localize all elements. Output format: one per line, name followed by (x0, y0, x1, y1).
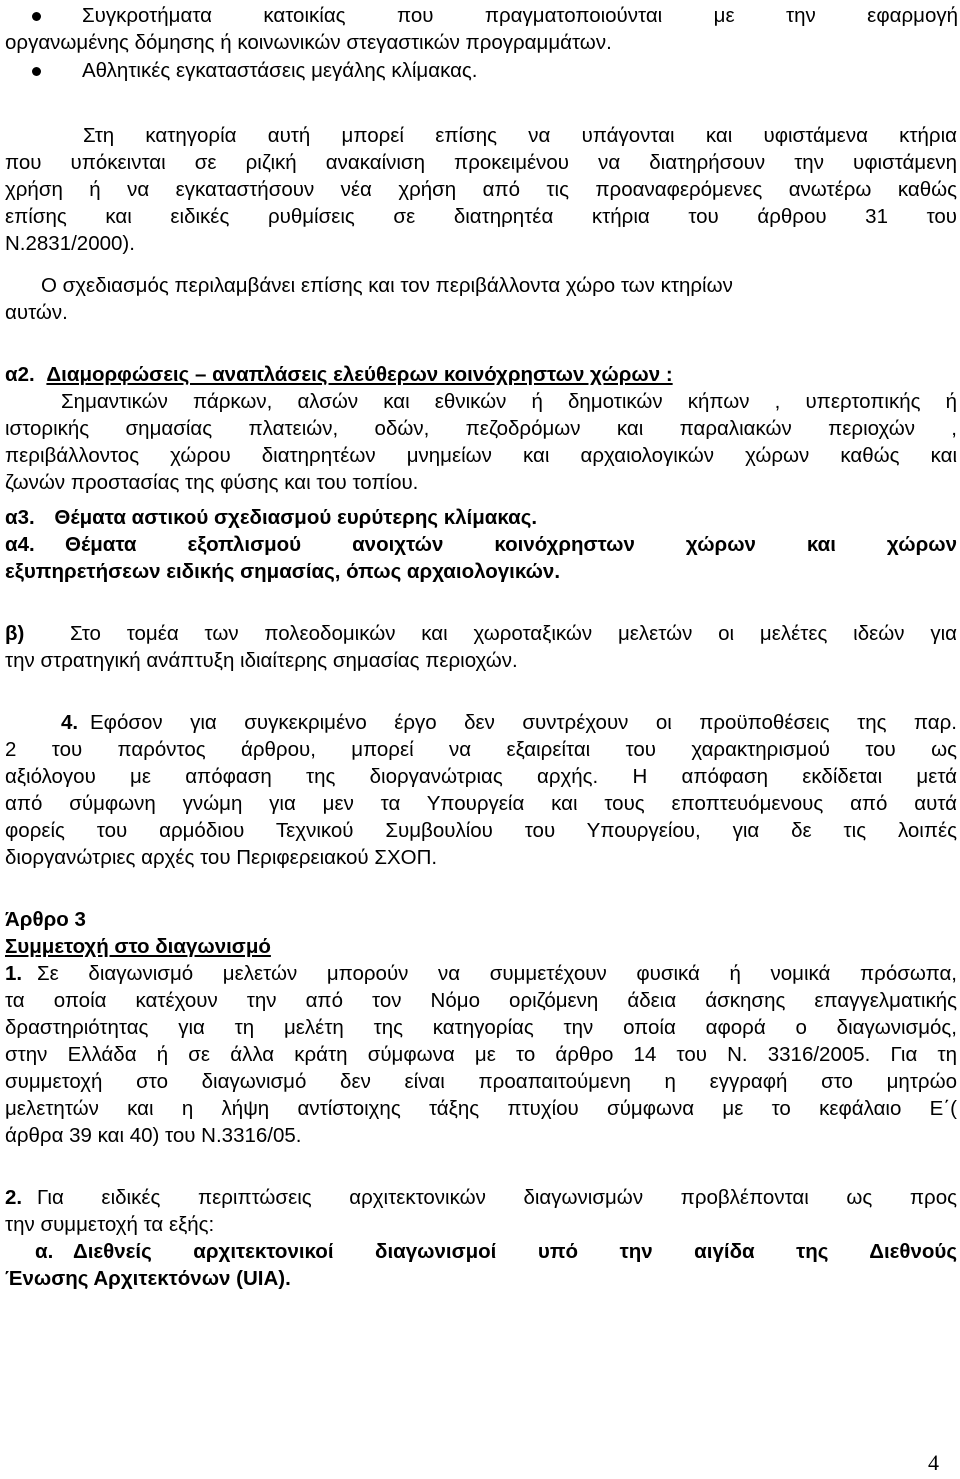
bullet-1-line-2: οργανωμένης δόμησης ή κοινωνικών στεγαστικών προγραμμάτων. (5, 31, 612, 54)
category-paragraph-line: που υπόκεινται σε ριζική ανακαίνιση προκειμένου να διατηρήσουν την υφιστάμενη (5, 151, 957, 174)
section-1-line: στην Ελλάδα ή σε άλλα κράτη σύμφωνα με το άρθρο 14 του Ν. 3316/2005. Για τη (5, 1043, 957, 1066)
article-number: Άρθρο 3 (5, 908, 86, 931)
design-paragraph-line: Ο σχεδιασμός περιλαμβάνει επίσης και τον περιβάλλοντα χώρο των κτηρίων (41, 274, 733, 297)
section-a2-heading (5, 361, 957, 388)
section-1-line: δραστηριότητας για τη μελέτη της κατηγορίας την οποία αφορά ο διαγωνισμός, (5, 1016, 957, 1039)
category-paragraph-line: επίσης και ειδικές ρυθμίσεις σε διατηρητέα κτήρια του άρθρου 31 του (5, 205, 957, 228)
category-paragraph-line: Ν.2831/2000). (5, 232, 135, 255)
section-2-label: 2. (5, 1186, 23, 1209)
paragraph-4-line: διοργανώτριες αρχές του Περιφερειακού ΣΧΟΠ. (5, 846, 438, 869)
section-a3-title: Θέματα αστικού σχεδιασμού ευρύτερης κλίμακας. (54, 506, 538, 529)
design-paragraph-line: αυτών. (5, 301, 68, 324)
category-paragraph-line: χρήση ή να εγκαταστήσουν νέα χρήση από τις προαναφερόμενες ανωτέρω καθώς (5, 178, 957, 201)
section-alpha-line-1: Διεθνείς αρχιτεκτονικοί διαγωνισμοί υπό την αιγίδα της Διεθνούς (73, 1240, 957, 1263)
article-title: Συμμετοχή στο διαγωνισμό (5, 935, 271, 958)
section-a2-line: Σημαντικών πάρκων, αλσών και εθνικών ή δημοτικών κήπων , υπερτοπικής ή (61, 390, 957, 413)
section-a4-line-1: Θέματα εξοπλισμού ανοιχτών κοινόχρηστων χώρων και χώρων (65, 533, 957, 556)
paragraph-4-line: αξιόλογου με απόφαση της διοργανώτριας αρχής. Η απόφαση εκδίδεται μετά (5, 765, 957, 788)
section-1-line: συμμετοχή στο διαγωνισμό δεν είναι προαπαιτούμενη η εγγραφή στο μητρώο (5, 1070, 957, 1093)
page-number: 4 (928, 1450, 939, 1475)
bullet-1-line-1: Συγκροτήματα κατοικίας που πραγματοποιούνται με την εφαρμογή (82, 4, 958, 27)
paragraph-4-line: 2 του παρόντος άρθρου, μπορεί να εξαιρείται του χαρακτηρισμού του ως (5, 738, 957, 761)
section-a2-line: περιβάλλοντος χώρου διατηρητέων μνημείων και αρχαιολογικών χώρων καθώς και (5, 444, 957, 467)
paragraph-4-line: από σύμφωνη γνώμη για μεν τα Υπουργεία και τους εποπτευόμενους από αυτά (5, 792, 957, 815)
bullet-icon (32, 12, 41, 21)
section-a4-label: α4. (5, 533, 35, 556)
section-a4-line-2: εξυπηρετήσεων ειδικής σημασίας, όπως αρχαιολογικών. (5, 560, 561, 583)
paragraph-4-line-1: Εφόσον για συγκεκριμένο έργο δεν συντρέχουν οι προϋποθέσεις της παρ. (90, 711, 957, 734)
section-a2-label: α2. (5, 363, 35, 386)
section-b-line-1: Στο τομέα των πολεοδομικών και χωροταξικών μελετών οι μελέτες ιδεών για (70, 622, 957, 645)
section-a3-label: α3. (5, 506, 35, 529)
section-a3-heading (5, 504, 957, 531)
section-1-label: 1. (5, 962, 23, 985)
section-1-line: άρθρα 39 και 40) του Ν.3316/05. (5, 1124, 302, 1147)
paragraph-4-label: 4. (61, 711, 79, 734)
bullet-icon (32, 67, 41, 76)
category-paragraph-line: Στη κατηγορία αυτή μπορεί επίσης να υπάγονται και υφιστάμενα κτήρια (83, 124, 957, 147)
section-1-line-1: Σε διαγωνισμό μελετών μπορούν να συμμετέχουν φυσικά ή νομικά πρόσωπα, (37, 962, 957, 985)
section-alpha-label: α. (35, 1240, 54, 1263)
bullet-2-line-1: Αθλητικές εγκαταστάσεις μεγάλης κλίμακας. (82, 59, 478, 82)
section-a2-title: Διαμορφώσεις – αναπλάσεις ελεύθερων κοινόχρηστων χώρων : (46, 363, 673, 386)
section-b-line-2: την στρατηγική ανάπτυξη ιδιαίτερης σημασίας περιοχών. (5, 649, 518, 672)
section-1-line: μελετητών και η λήψη αντίστοιχης τάξης πτυχίου σύμφωνα με το κεφάλαιο Ε΄( (5, 1097, 957, 1120)
section-2-line-2: την συμμετοχή τα εξής: (5, 1213, 215, 1236)
section-b-label: β) (5, 622, 25, 645)
section-a2-line: ζωνών προστασίας της φύσης και του τοπίου. (5, 471, 419, 494)
paragraph-4-line: φορείς του αρμόδιου Τεχνικού Συμβουλίου του Υπουργείου, για δε τις λοιπές (5, 819, 957, 842)
section-1-line: τα οποία κατέχουν την από τον Νόμο οριζόμενη άδεια άσκησης επαγγελματικής (5, 989, 957, 1012)
section-2-line-1: Για ειδικές περιπτώσεις αρχιτεκτονικών διαγωνισμών προβλέπονται ως προς (37, 1186, 957, 1209)
section-a2-line: ιστορικής σημασίας πλατειών, οδών, πεζοδρόμων και παραλιακών περιοχών , (5, 417, 957, 440)
section-alpha-line-2: Ένωσης Αρχιτεκτόνων (UIA). (5, 1267, 291, 1290)
